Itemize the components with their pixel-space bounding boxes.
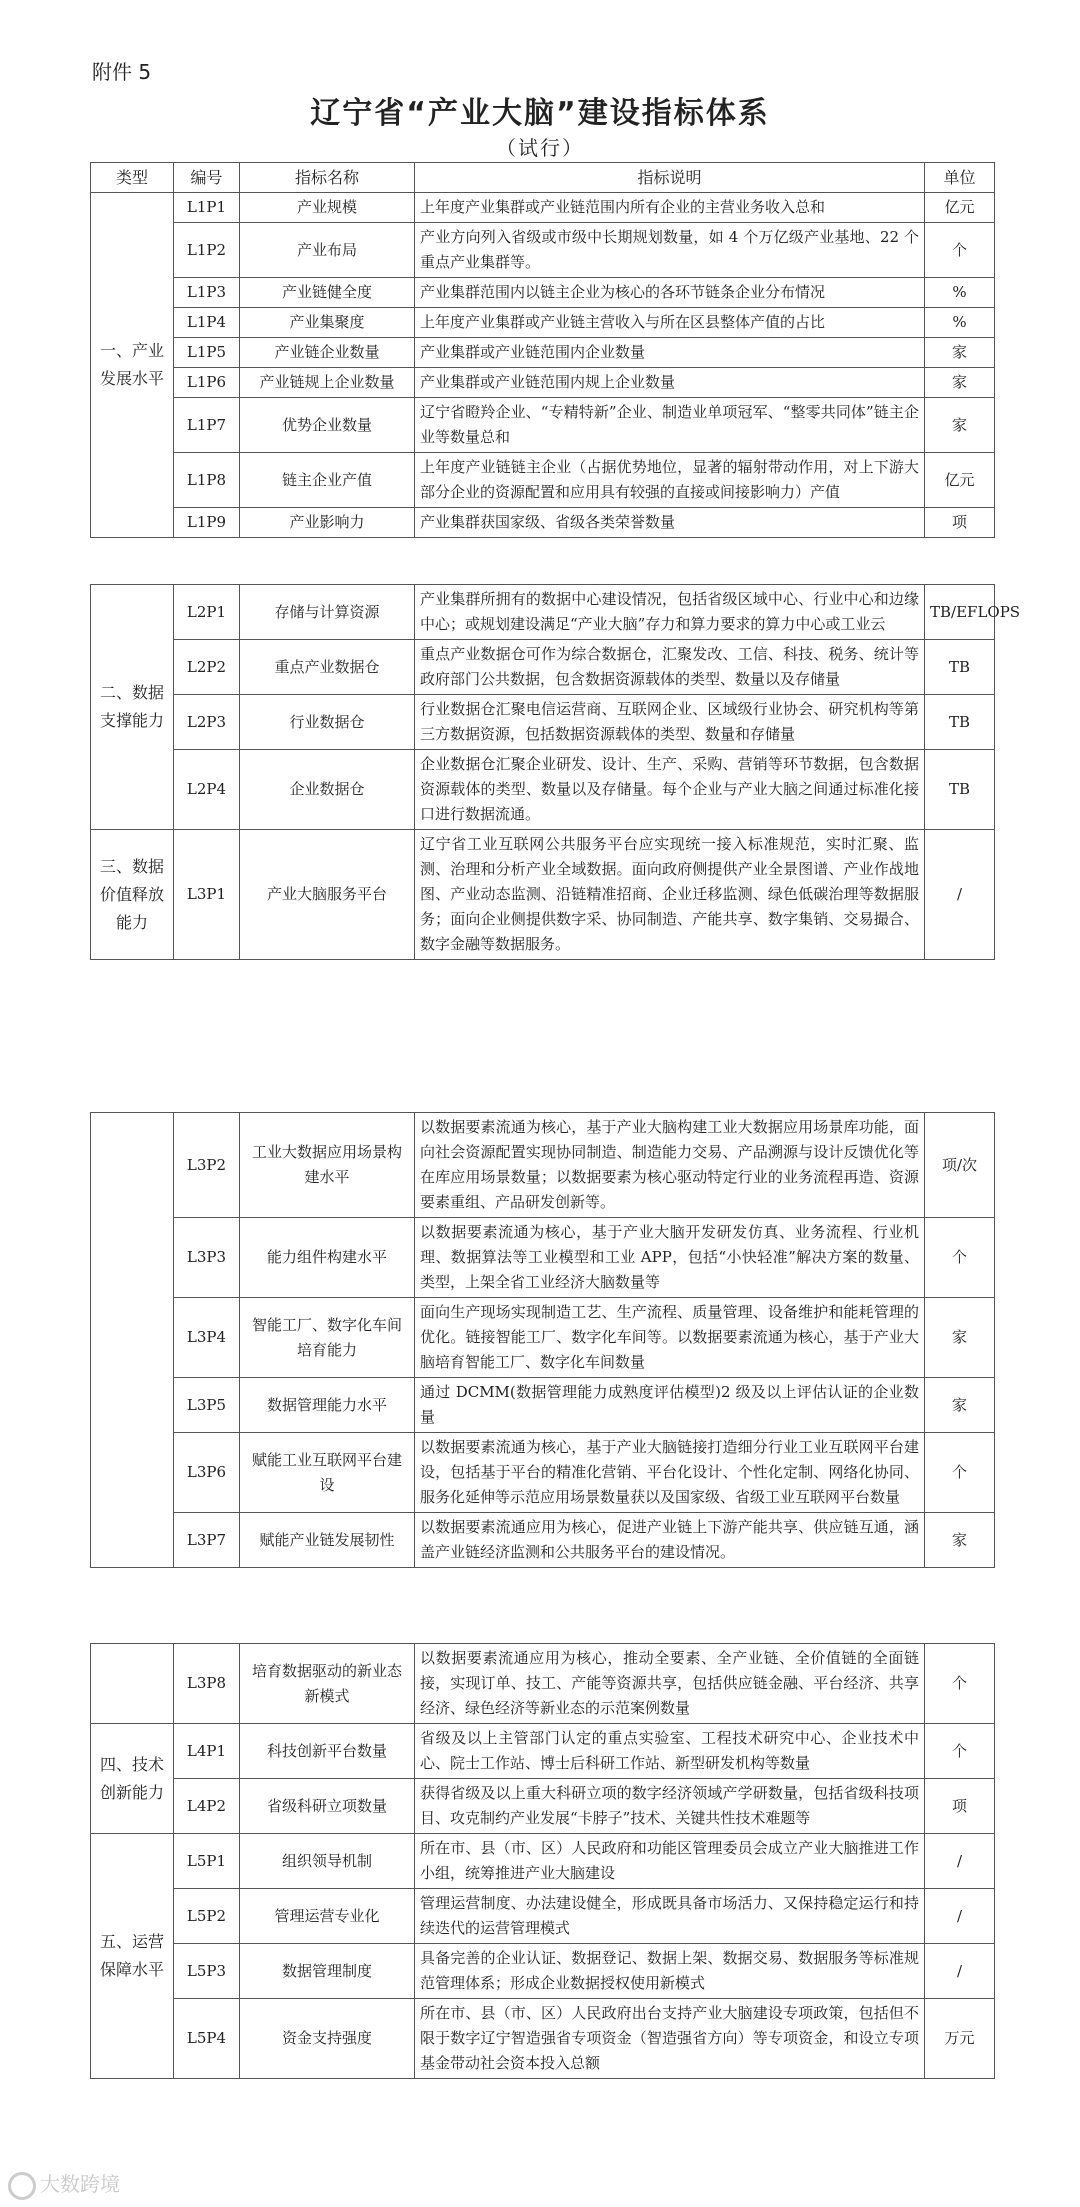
indicator-description: 企业数据仓汇聚企业研发、设计、生产、采购、营销等环节数据，包含数据资源载体的类型、数量以及存储量。每个企业与产业大脑之间通过标准化接口进行数据流通。 [415, 750, 925, 830]
indicator-description: 以数据要素流通为核心，基于产业大脑构建工业大数据应用场景库功能，面向社会资源配置实现协同制造、制造能力交易、产品溯源与设计反馈优化等在库应用场景数量；以数据要素为核心驱动特定行业的业务流程再造、资源要素重组、产品研发创新等。 [415, 1113, 925, 1218]
header-name: 指标名称 [240, 163, 415, 193]
page-title: 辽宁省“产业大脑”建设指标体系 [310, 96, 770, 131]
table-row [91, 1433, 995, 1513]
indicator-code: L1P5 [174, 338, 240, 368]
indicator-table-part-3 [90, 1112, 995, 1568]
indicator-description: 辽宁省工业互联网公共服务平台应实现统一接入标准规范，实时汇聚、监测、治理和分析产业全域数据。面向政府侧提供产业全景图谱、产业作战地图、产业动态监测、沿链精准招商、企业迁移监测、绿色低碳治理等数据服务；面向企业侧提供数字采、协同制造、产能共享、数字集销、交易撮合、数字金融等数据服务。 [415, 830, 925, 960]
indicator-code: L1P9 [174, 508, 240, 538]
indicator-code: L1P3 [174, 278, 240, 308]
indicator-unit: 个 [925, 223, 995, 278]
header-unit: 单位 [925, 163, 995, 193]
indicator-code: L3P3 [174, 1218, 240, 1298]
table-row [91, 193, 995, 223]
indicator-code: L3P8 [174, 1644, 240, 1724]
indicator-description: 辽宁省瞪羚企业、“专精特新”企业、制造业单项冠军、“整零共同体”链主企业等数量总和 [415, 398, 925, 453]
table-row [91, 308, 995, 338]
indicator-code: L5P1 [174, 1834, 240, 1889]
indicator-name: 赋能产业链发展韧性 [240, 1513, 415, 1568]
indicator-unit: 家 [925, 368, 995, 398]
category-cell: 四、技术创新能力 [91, 1724, 174, 1834]
indicator-name: 行业数据仓 [240, 695, 415, 750]
indicator-description: 上年度产业链链主企业（占据优势地位，显著的辐射带动作用，对上下游大部分企业的资源配置和应用具有较强的直接或间接影响力）产值 [415, 453, 925, 508]
table-row [91, 830, 995, 960]
indicator-code: L5P2 [174, 1889, 240, 1944]
header-code: 编号 [174, 163, 240, 193]
indicator-description: 产业方向列入省级或市级中长期规划数量，如 4 个万亿级产业基地、22 个重点产业集群等。 [415, 223, 925, 278]
table-row [91, 453, 995, 508]
indicator-description: 以数据要素流通应用为核心，促进产业链上下游产能共享、供应链互通，涵盖产业链经济监测和公共服务平台的建设情况。 [415, 1513, 925, 1568]
indicator-description: 具备完善的企业认证、数据登记、数据上架、数据交易、数据服务等标准规范管理体系；形成企业数据授权使用新模式 [415, 1944, 925, 1999]
indicator-table-part-4 [90, 1643, 995, 2079]
table-row [91, 508, 995, 538]
indicator-description: 面向生产现场实现制造工艺、生产流程、质量管理、设备维护和能耗管理的优化。链接智能工厂、数字化车间等。以数据要素流通为核心，基于产业大脑培育智能工厂、数字化车间数量 [415, 1298, 925, 1378]
table-row [91, 1944, 995, 1999]
indicator-unit: 项/次 [925, 1113, 995, 1218]
indicator-description: 产业集群或产业链范围内企业数量 [415, 338, 925, 368]
indicator-code: L1P4 [174, 308, 240, 338]
indicator-unit: / [925, 1889, 995, 1944]
table-body [91, 193, 995, 538]
indicator-name: 产业规模 [240, 193, 415, 223]
indicator-code: L3P4 [174, 1298, 240, 1378]
indicator-unit: 亿元 [925, 453, 995, 508]
table-body [91, 585, 1021, 960]
indicator-name: 组织领导机制 [240, 1834, 415, 1889]
page-subtitle: （试行） [496, 136, 584, 160]
indicator-description: 产业集群获国家级、省级各类荣誉数量 [415, 508, 925, 538]
category-cell [91, 1644, 174, 1724]
indicator-description: 上年度产业集群或产业链主营收入与所在区县整体产值的占比 [415, 308, 925, 338]
table-row [91, 585, 995, 640]
category-cell: 一、产业发展水平 [91, 193, 174, 538]
indicator-description: 以数据要素流通应用为核心，推动全要素、全产业链、全价值链的全面链接，实现订单、技工、产能等资源共享，包括供应链金融、平台经济、共享经济、绿色经济等新业态的示范案例数量 [415, 1644, 925, 1724]
table-row [91, 695, 995, 750]
indicator-name: 产业链企业数量 [240, 338, 415, 368]
table-row [91, 398, 995, 453]
watermark-ring-icon [8, 2172, 36, 2200]
indicator-name: 产业布局 [240, 223, 415, 278]
indicator-unit: 家 [925, 1378, 995, 1433]
indicator-name: 产业大脑服务平台 [240, 830, 415, 960]
indicator-code: L1P7 [174, 398, 240, 453]
indicator-name: 企业数据仓 [240, 750, 415, 830]
indicator-code: L1P1 [174, 193, 240, 223]
indicator-description: 行业数据仓汇聚电信运营商、互联网企业、区域级行业协会、研究机构等第三方数据资源，包括数据资源载体的类型、数量和存储量 [415, 695, 925, 750]
table-row [91, 338, 995, 368]
indicator-description: 管理运营制度、办法建设健全，形成既具备市场活力、又保持稳定运行和持续迭代的运营管理模式 [415, 1889, 925, 1944]
indicator-name: 链主企业产值 [240, 453, 415, 508]
indicator-unit: 个 [925, 1644, 995, 1724]
indicator-unit: 项 [925, 508, 995, 538]
indicator-unit: 家 [925, 338, 995, 368]
indicator-name: 数据管理制度 [240, 1944, 415, 1999]
indicator-name: 工业大数据应用场景构建水平 [240, 1113, 415, 1218]
indicator-unit: 家 [925, 398, 995, 453]
category-cell: 五、运营保障水平 [91, 1834, 174, 2079]
indicator-unit: / [925, 1834, 995, 1889]
attachment-label: 附件 5 [92, 60, 152, 84]
indicator-name: 能力组件构建水平 [240, 1218, 415, 1298]
indicator-unit: 个 [925, 1433, 995, 1513]
indicator-code: L2P4 [174, 750, 240, 830]
indicator-description: 以数据要素流通为核心，基于产业大脑链接打造细分行业工业互联网平台建设，包括基于平台的精准化营销、平台化设计、个性化定制、网络化协同、服务化延伸等示范应用场景数量获以及国家级、省级工业互联网平台数量 [415, 1433, 925, 1513]
indicator-table-part-2 [90, 584, 1021, 960]
indicator-name: 产业集聚度 [240, 308, 415, 338]
indicator-name: 培育数据驱动的新业态新模式 [240, 1644, 415, 1724]
category-cell: 三、数据价值释放能力 [91, 830, 174, 960]
category-cell: 二、数据支撑能力 [91, 585, 174, 830]
indicator-unit: TB [925, 695, 995, 750]
indicator-name: 智能工厂、数字化车间培育能力 [240, 1298, 415, 1378]
header-desc: 指标说明 [415, 163, 925, 193]
indicator-unit: % [925, 308, 995, 338]
indicator-name: 资金支持强度 [240, 1999, 415, 2079]
indicator-name: 产业链健全度 [240, 278, 415, 308]
table-row [91, 1999, 995, 2079]
indicator-code: L1P6 [174, 368, 240, 398]
watermark-logo [8, 2168, 120, 2200]
table-row [91, 640, 995, 695]
indicator-unit: / [925, 1944, 995, 1999]
indicator-code: L2P2 [174, 640, 240, 695]
indicator-code: L3P2 [174, 1113, 240, 1218]
category-cell [91, 1113, 174, 1568]
indicator-unit: TB/EFLOPS [925, 585, 995, 640]
table-row [91, 1724, 995, 1779]
indicator-code: L2P1 [174, 585, 240, 640]
indicator-unit: 亿元 [925, 193, 995, 223]
table-row [91, 278, 995, 308]
indicator-code: L2P3 [174, 695, 240, 750]
watermark-text: 大数跨境 [40, 2172, 120, 2196]
indicator-unit: 万元 [925, 1999, 995, 2079]
indicator-description: 获得省级及以上重大科研立项的数字经济领域产学研数量，包括省级科技项目、攻克制约产业发展“卡脖子”技术、关键共性技术难题等 [415, 1779, 925, 1834]
indicator-code: L5P4 [174, 1999, 240, 2079]
indicator-description: 通过 DCMM(数据管理能力成熟度评估模型)2 级及以上评估认证的企业数量 [415, 1378, 925, 1433]
indicator-unit: 个 [925, 1218, 995, 1298]
table-row [91, 1298, 995, 1378]
table-body [91, 1113, 995, 1568]
indicator-name: 科技创新平台数量 [240, 1724, 415, 1779]
table-row [91, 1779, 995, 1834]
indicator-description: 所在市、县（市、区）人民政府和功能区管理委员会成立产业大脑推进工作小组，统筹推进产业大脑建设 [415, 1834, 925, 1889]
indicator-code: L3P1 [174, 830, 240, 960]
indicator-name: 管理运营专业化 [240, 1889, 415, 1944]
table-row [91, 1513, 995, 1568]
indicator-code: L3P5 [174, 1378, 240, 1433]
indicator-unit: 家 [925, 1298, 995, 1378]
table-row [91, 1113, 995, 1218]
indicator-name: 省级科研立项数量 [240, 1779, 415, 1834]
indicator-unit: 家 [925, 1513, 995, 1568]
indicator-unit: 个 [925, 1724, 995, 1779]
indicator-table-part-1 [90, 162, 995, 538]
indicator-code: L4P1 [174, 1724, 240, 1779]
indicator-description: 产业集群或产业链范围内规上企业数量 [415, 368, 925, 398]
indicator-name: 重点产业数据仓 [240, 640, 415, 695]
table-row [91, 1889, 995, 1944]
indicator-description: 产业集群范围内以链主企业为核心的各环节链条企业分布情况 [415, 278, 925, 308]
indicator-code: L5P3 [174, 1944, 240, 1999]
table-header-row [91, 163, 995, 193]
indicator-code: L3P7 [174, 1513, 240, 1568]
indicator-description: 重点产业数据仓可作为综合数据仓，汇聚发改、工信、科技、税务、统计等政府部门公共数据，包含数据资源载体的类型、数量以及存储量 [415, 640, 925, 695]
indicator-name: 优势企业数量 [240, 398, 415, 453]
indicator-unit: TB [925, 640, 995, 695]
indicator-name: 赋能工业互联网平台建设 [240, 1433, 415, 1513]
table-row [91, 1834, 995, 1889]
table-row [91, 223, 995, 278]
indicator-name: 数据管理能力水平 [240, 1378, 415, 1433]
indicator-description: 以数据要素流通为核心，基于产业大脑开发研发仿真、业务流程、行业机理、数据算法等工业模型和工业 APP，包括“小快轻准”解决方案的数量、类型，上架全省工业经济大脑数量等 [415, 1218, 925, 1298]
table-row [91, 1644, 995, 1724]
indicator-description: 上年度产业集群或产业链范围内所有企业的主营业务收入总和 [415, 193, 925, 223]
indicator-description: 省级及以上主管部门认定的重点实验室、工程技术研究中心、企业技术中心、院士工作站、博士后科研工作站、新型研发机构等数量 [415, 1724, 925, 1779]
table-row [91, 368, 995, 398]
header-type: 类型 [91, 163, 174, 193]
indicator-description: 所在市、县（市、区）人民政府出台支持产业大脑建设专项政策，包括但不限于数字辽宁智造强省专项资金（智造强省方向）等专项资金，和设立专项基金带动社会资本投入总额 [415, 1999, 925, 2079]
indicator-unit: TB [925, 750, 995, 830]
indicator-name: 产业链规上企业数量 [240, 368, 415, 398]
table-row [91, 1218, 995, 1298]
table-row [91, 750, 995, 830]
indicator-unit: % [925, 278, 995, 308]
indicator-code: L3P6 [174, 1433, 240, 1513]
indicator-description: 产业集群所拥有的数据中心建设情况，包括省级区域中心、行业中心和边缘中心；或规划建设满足“产业大脑”存力和算力要求的算力中心或工业云 [415, 585, 925, 640]
indicator-unit: / [925, 830, 995, 960]
table-body [91, 1644, 995, 2079]
indicator-code: L1P8 [174, 453, 240, 508]
indicator-name: 产业影响力 [240, 508, 415, 538]
indicator-name: 存储与计算资源 [240, 585, 415, 640]
table-row [91, 1378, 995, 1433]
indicator-unit: 项 [925, 1779, 995, 1834]
indicator-code: L1P2 [174, 223, 240, 278]
indicator-code: L4P2 [174, 1779, 240, 1834]
